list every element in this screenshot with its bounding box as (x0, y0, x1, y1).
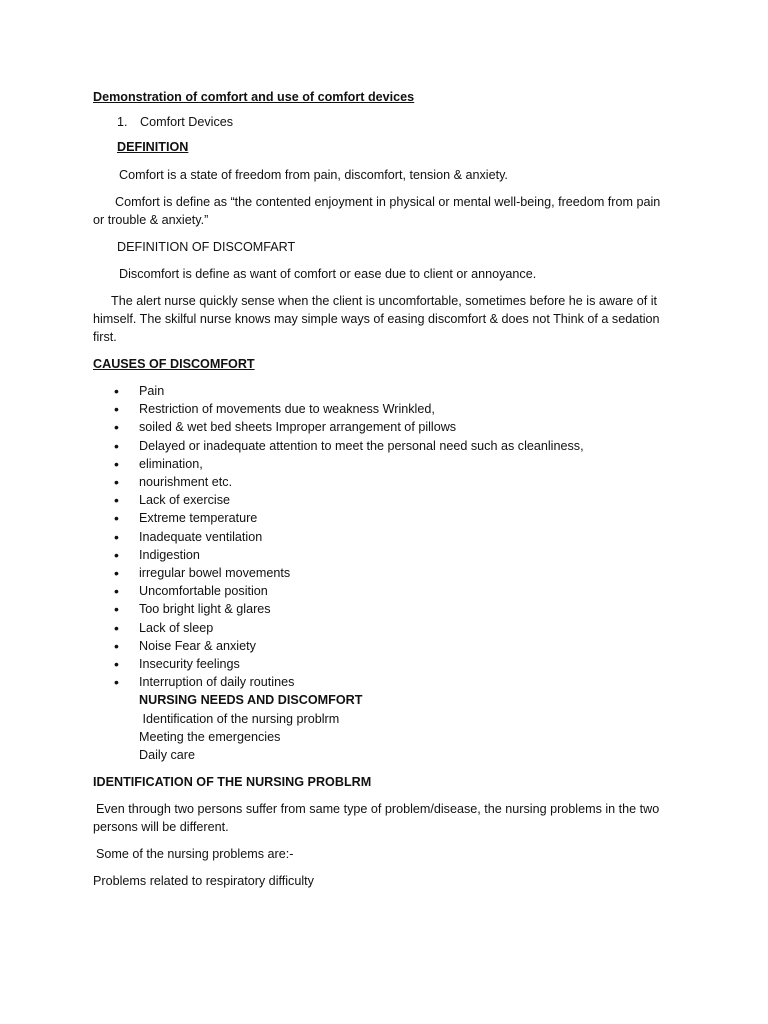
list-item-text: Too bright light & glares (139, 602, 271, 617)
numbered-item-text: Comfort Devices (140, 115, 234, 129)
bullet-icon: • (114, 383, 119, 399)
list-item (93, 455, 673, 473)
list-item-text: Indigestion (139, 547, 200, 562)
list-item-text: Noise Fear & anxiety (139, 638, 256, 653)
list-item (93, 619, 673, 637)
nursing-needs-item: Meeting the emergencies (139, 729, 281, 744)
nursing-needs-item: Identification of the nursing problrm (139, 711, 340, 726)
list-item-text: Lack of exercise (139, 493, 230, 508)
list-item (93, 418, 673, 436)
bullet-icon: • (114, 674, 119, 691)
identification-heading: IDENTIFICATION OF THE NURSING PROBLRM (93, 775, 372, 790)
bullet-icon: • (114, 637, 119, 654)
list-item (93, 673, 673, 691)
list-item-text: Delayed or inadequate attention to meet the personal need such as cleanliness, (139, 438, 584, 453)
numbered-item (117, 115, 673, 129)
list-item (93, 491, 673, 509)
bullet-icon: • (114, 455, 119, 472)
bullet-icon: • (114, 474, 119, 491)
list-item (93, 400, 673, 418)
nursing-needs-heading: NURSING NEEDS AND DISCOMFORT (139, 693, 363, 708)
list-item (93, 637, 673, 655)
list-item (93, 509, 673, 527)
document-page (93, 88, 673, 899)
some-problems-paragraph: Some of the nursing problems are:- (96, 847, 294, 862)
list-item (93, 582, 673, 600)
bullet-icon: • (114, 528, 119, 545)
bullet-icon: • (114, 401, 119, 418)
document-title: Demonstration of comfort and use of comfort devices (93, 90, 415, 104)
respiratory-problems-paragraph: Problems related to respiratory difficulty (93, 874, 314, 889)
list-item (93, 382, 673, 400)
numbered-item-number: 1. (117, 115, 128, 129)
bullet-icon: • (114, 419, 119, 436)
list-item (93, 655, 673, 673)
list-item-text: Interruption of daily routines (139, 675, 295, 690)
list-item-text: Inadequate ventilation (139, 529, 263, 544)
list-item (93, 600, 673, 618)
bullet-icon: • (114, 583, 119, 600)
list-item-text: nourishment etc. (139, 475, 233, 490)
two-persons-paragraph: Even through two persons suffer from same type of problem/disease, the nursing problems in the two persons will be different. (93, 802, 660, 835)
causes-heading: CAUSES OF DISCOMFORT (93, 357, 255, 371)
bullet-icon: • (114, 510, 119, 527)
comfort-quote-paragraph: Comfort is define as “the contented enjoyment in physical or mental well-being, freedom from pain or trouble & anxiety.” (93, 195, 661, 227)
bullet-icon: • (114, 619, 119, 636)
bullet-icon: • (114, 546, 119, 563)
discomfort-definition-heading: DEFINITION OF DISCOMFART (117, 240, 296, 254)
list-item (93, 528, 673, 546)
comfort-definition-paragraph: Comfort is a state of freedom from pain, discomfort, tension & anxiety. (119, 168, 508, 182)
list-item-text: Pain (139, 384, 165, 398)
causes-list (93, 382, 673, 691)
bullet-icon: • (114, 601, 119, 618)
list-item (93, 437, 673, 455)
list-item (93, 546, 673, 564)
nursing-needs-item: Daily care (139, 748, 195, 763)
list-item-text: Lack of sleep (139, 620, 214, 635)
definition-heading: DEFINITION (117, 140, 189, 154)
list-item-text: Extreme temperature (139, 511, 258, 526)
list-item-text: soiled & wet bed sheets Improper arrangement of pillows (139, 420, 457, 435)
list-item (93, 564, 673, 582)
bullet-icon: • (114, 565, 119, 582)
discomfort-definition-paragraph: Discomfort is define as want of comfort or ease due to client or annoyance. (119, 267, 537, 281)
list-item-text: irregular bowel movements (139, 566, 291, 581)
list-item-text: Uncomfortable position (139, 584, 268, 599)
bullet-icon: • (114, 656, 119, 673)
nursing-needs-block (139, 691, 673, 764)
bullet-icon: • (114, 437, 119, 454)
bullet-icon: • (114, 492, 119, 509)
list-item (93, 473, 673, 491)
alert-nurse-paragraph: The alert nurse quickly sense when the client is uncomfortable, sometimes before he is aware of it himself. The skilful nurse knows may simple ways of easing discomfort & does not Think of a sedation first. (93, 294, 660, 344)
list-item-text: elimination, (139, 456, 203, 471)
list-item-text: Insecurity feelings (139, 657, 240, 672)
list-item-text: Restriction of movements due to weakness Wrinkled, (139, 402, 435, 417)
